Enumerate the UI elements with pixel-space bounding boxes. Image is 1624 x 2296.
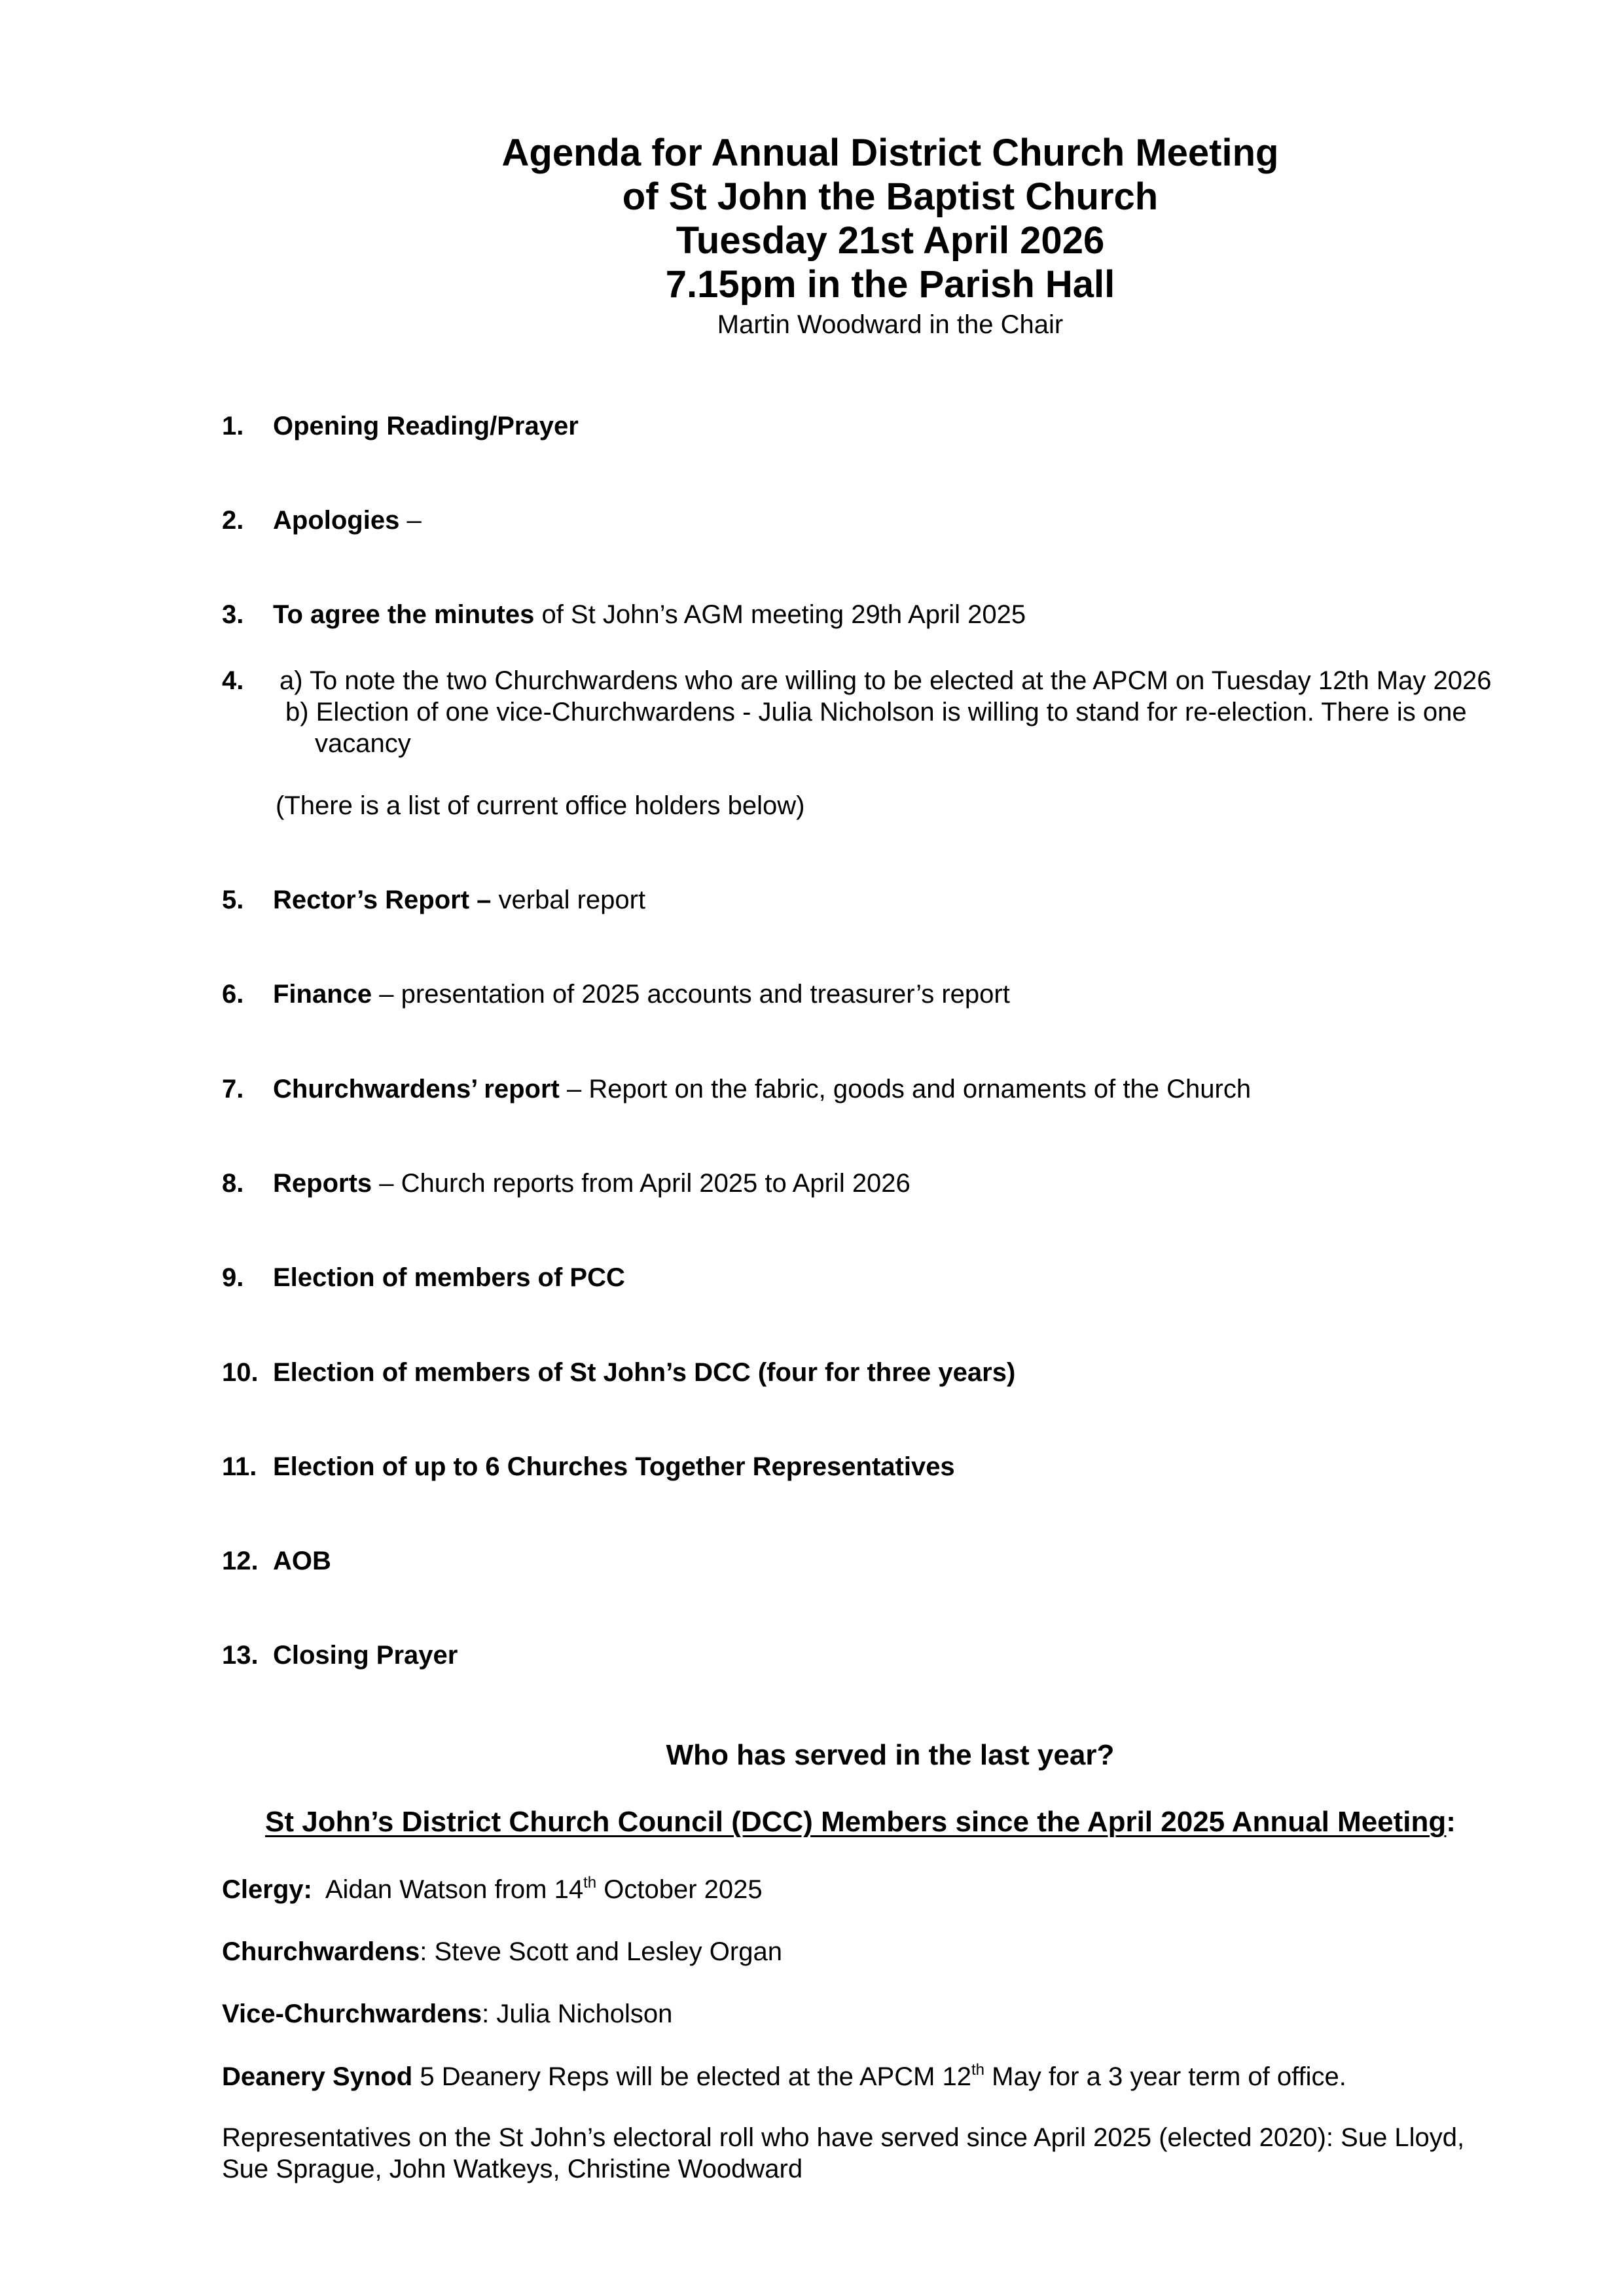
deanery-synod-label: Deanery Synod <box>222 2062 413 2091</box>
document-title <box>0 131 1624 343</box>
item-heading: Election of members of St John’s DCC (four for three years) <box>273 1358 1016 1387</box>
item-number: 11. <box>222 1452 257 1481</box>
agenda-item-10 <box>222 1357 1015 1388</box>
item-text: verbal report <box>491 886 646 914</box>
agenda-item-2 <box>222 505 422 536</box>
item-number: 12. <box>222 1547 259 1575</box>
title-line-3: Tuesday 21st April 2026 <box>676 219 1105 262</box>
agenda-item-3 <box>222 599 1026 630</box>
item-number: 7. <box>222 1075 244 1103</box>
item-text: – Church reports from April 2025 to April 2026 <box>372 1169 911 1198</box>
item-4-note: (There is a list of current office holders below) <box>276 791 805 820</box>
item-number: 13. <box>222 1641 259 1670</box>
title-line-2: of St John the Baptist Church <box>622 175 1159 218</box>
representatives-line-2: Sue Sprague, John Watkeys, Christine Woodward <box>222 2155 803 2183</box>
item-text: of St John’s AGM meeting 29th April 2025 <box>534 600 1026 629</box>
clergy-ordinal: th <box>583 1874 597 1892</box>
council-heading-colon: : <box>1446 1806 1456 1838</box>
agenda-item-5 <box>222 884 645 916</box>
churchwardens-line <box>222 1936 1531 1967</box>
item-heading: Election of members of PCC <box>273 1263 625 1292</box>
vice-churchwardens-line <box>222 1998 1531 2030</box>
item-heading: Rector’s Report – <box>273 886 492 914</box>
deanery-synod-line <box>222 2061 1531 2092</box>
item-number: 3. <box>222 600 244 629</box>
item-text: – Report on the fabric, goods and ornaments of the Church <box>559 1075 1252 1103</box>
representatives-line-1: Representatives on the St John’s electoral roll who have served since April 2025 (elected 2020): Sue Lloyd, <box>222 2123 1465 2152</box>
deanery-synod-text: 5 Deanery Reps will be elected at the APCM 12 <box>412 2062 972 2091</box>
title-line-1: Agenda for Annual District Church Meeting <box>501 132 1279 174</box>
clergy-text-end: October 2025 <box>596 1875 763 1904</box>
item-4b-text: b) Election of one vice-Churchwardens - Julia Nicholson is willing to stand for re-election. There is one <box>285 698 1467 726</box>
agenda-item-1 <box>222 410 579 442</box>
item-number: 10. <box>222 1358 259 1387</box>
churchwardens-text: : Steve Scott and Lesley Organ <box>420 1937 782 1966</box>
item-heading: To agree the minutes <box>273 600 535 629</box>
agenda-item-7 <box>222 1073 1251 1105</box>
clergy-line <box>222 1874 1531 1905</box>
item-heading: AOB <box>273 1547 331 1575</box>
item-number: 5. <box>222 886 244 914</box>
deanery-synod-text-end: May for a 3 year term of office. <box>984 2062 1346 2091</box>
vice-churchwardens-text: : Julia Nicholson <box>482 2000 673 2028</box>
clergy-text: Aidan Watson from 14 <box>312 1875 584 1904</box>
clergy-label: Clergy: <box>222 1875 312 1904</box>
council-heading <box>265 1804 1456 1840</box>
item-text: – presentation of 2025 accounts and treasurer’s report <box>372 980 1010 1009</box>
item-number: 1. <box>222 412 244 440</box>
agenda-item-9 <box>222 1262 625 1293</box>
item-heading: Closing Prayer <box>273 1641 458 1670</box>
item-4b-continuation: vacancy <box>315 729 411 758</box>
item-number: 4. <box>222 666 244 695</box>
agenda-item-12 <box>222 1545 331 1577</box>
item-heading: Apologies <box>273 506 400 535</box>
agenda-item-8 <box>222 1168 911 1199</box>
title-line-4: 7.15pm in the Parish Hall <box>665 263 1115 306</box>
item-number: 6. <box>222 980 244 1009</box>
agenda-item-11 <box>222 1451 955 1482</box>
deanery-ordinal: th <box>971 2061 985 2079</box>
served-heading: Who has served in the last year? <box>666 1739 1115 1771</box>
item-number: 9. <box>222 1263 244 1292</box>
chair-line: Martin Woodward in the Chair <box>717 310 1064 339</box>
item-heading: Election of up to 6 Churches Together Representatives <box>273 1452 955 1481</box>
vice-churchwardens-label: Vice-Churchwardens <box>222 2000 482 2028</box>
item-heading: Opening Reading/Prayer <box>273 412 579 440</box>
agenda-item-13 <box>222 1640 458 1671</box>
item-heading: Reports <box>273 1169 372 1198</box>
agenda-item-6 <box>222 978 1010 1010</box>
item-4a-text: a) To note the two Churchwardens who are willing to be elected at the APCM on Tuesday 12th May 2026 <box>280 666 1492 695</box>
council-heading-text: St John’s District Church Council (DCC) Members since the April 2025 Annual Meeting <box>265 1806 1447 1838</box>
agenda-item-4 <box>222 665 1491 696</box>
item-heading: Churchwardens’ report <box>273 1075 560 1103</box>
item-text: – <box>399 506 422 535</box>
item-number: 2. <box>222 506 244 535</box>
churchwardens-label: Churchwardens <box>222 1937 420 1966</box>
item-number: 8. <box>222 1169 244 1198</box>
item-heading: Finance <box>273 980 372 1009</box>
